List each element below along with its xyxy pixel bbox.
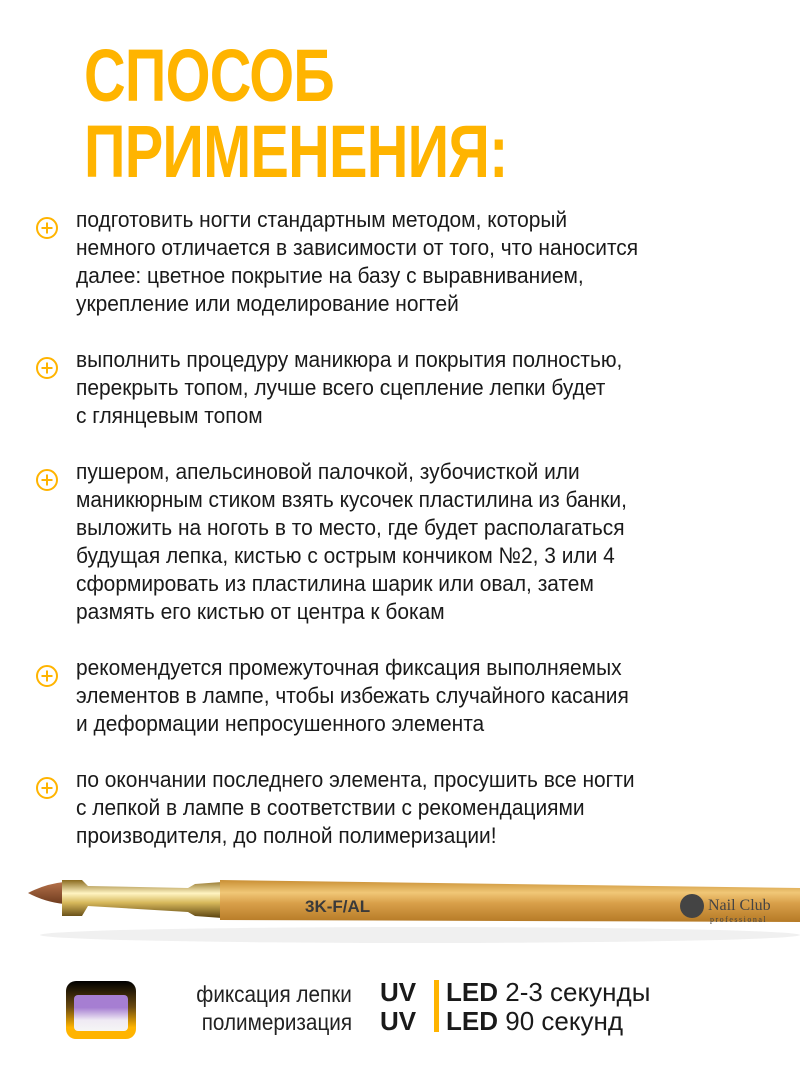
step-item (36, 206, 796, 318)
step-line: подготовить ногти стандартным методом, который (76, 207, 568, 232)
brush-image (0, 860, 800, 960)
fixation-label: фиксация лепки (196, 981, 352, 1007)
step-line: маникюрным стиком взять кусочек пластилина из банки, (76, 487, 627, 512)
brush-brand-sub: professional (710, 915, 768, 924)
title-line-2: ПРИМЕНЕНИЯ: (84, 110, 508, 193)
step-line: выполнить процедуру маникюра и покрытия полностью, (76, 347, 623, 372)
led-label: LED (446, 1006, 498, 1036)
step-text (76, 346, 746, 430)
step-text (76, 206, 746, 318)
step-line: будущая лепка, кистью с острым кончиком №2, 3 или 4 (76, 543, 615, 568)
led-row (446, 977, 650, 1008)
step-item (36, 346, 796, 430)
step-line: производителя, до полной полимеризации! (76, 823, 497, 848)
step-item (36, 766, 796, 850)
separator (434, 980, 439, 1032)
step-text (76, 458, 746, 626)
step-text (76, 766, 746, 850)
step-line: выложить на ноготь в то место, где будет располагаться (76, 515, 625, 540)
step-line: элементов в лампе, чтобы избежать случайного касания (76, 683, 629, 708)
brush-brand-label: Nail Club (708, 897, 771, 914)
brand-logo-icon (680, 894, 704, 918)
step-line: с глянцевым топом (76, 403, 263, 428)
step-item (36, 458, 796, 626)
uv-label: UV (380, 1006, 417, 1036)
step-line: пушером, апельсиновой палочкой, зубочисткой или (76, 459, 580, 484)
step-line: далее: цветное покрытие на базу с выравниванием, (76, 263, 584, 288)
page-title (84, 34, 508, 193)
polymerization-time: 90 секунд (505, 1006, 624, 1036)
step-line: укрепление или моделирование ногтей (76, 291, 459, 316)
step-line: по окончании последнего элемента, просушить все ногти (76, 767, 635, 792)
brush-model-label: 3K-F/AL (305, 897, 371, 916)
step-item (36, 654, 796, 738)
led-row (446, 1006, 623, 1037)
uv-label: UV (380, 977, 417, 1007)
step-line: перекрыть топом, лучше всего сцепление лепки будет (76, 375, 606, 400)
curing-info (62, 975, 800, 1045)
steps-list (36, 206, 796, 850)
plus-in-circle-icon (36, 469, 58, 491)
title-line-1: СПОСОБ (84, 34, 335, 117)
step-line: немного отличается в зависимости от того, что наносится (76, 235, 639, 260)
led-label: LED (446, 977, 498, 1007)
plus-in-circle-icon (36, 665, 58, 687)
polymerization-label: полимеризация (201, 1009, 352, 1035)
plus-in-circle-icon (36, 357, 58, 379)
brush-illustration (0, 860, 800, 960)
uv-lamp-icon (66, 981, 136, 1039)
step-line: размять его кистью от центра к бокам (76, 599, 445, 624)
plus-in-circle-icon (36, 777, 58, 799)
step-line: с лепкой в лампе в соответствии с рекомендациями (76, 795, 585, 820)
step-line: и деформации непросушенного элемента (76, 711, 485, 736)
lamp-light (74, 995, 128, 1031)
step-line: сформировать из пластилина шарик или овал, затем (76, 571, 594, 596)
step-line: рекомендуется промежуточная фиксация выполняемых (76, 655, 622, 680)
fixation-time: 2-3 секунды (505, 977, 651, 1007)
plus-in-circle-icon (36, 217, 58, 239)
step-text (76, 654, 746, 738)
